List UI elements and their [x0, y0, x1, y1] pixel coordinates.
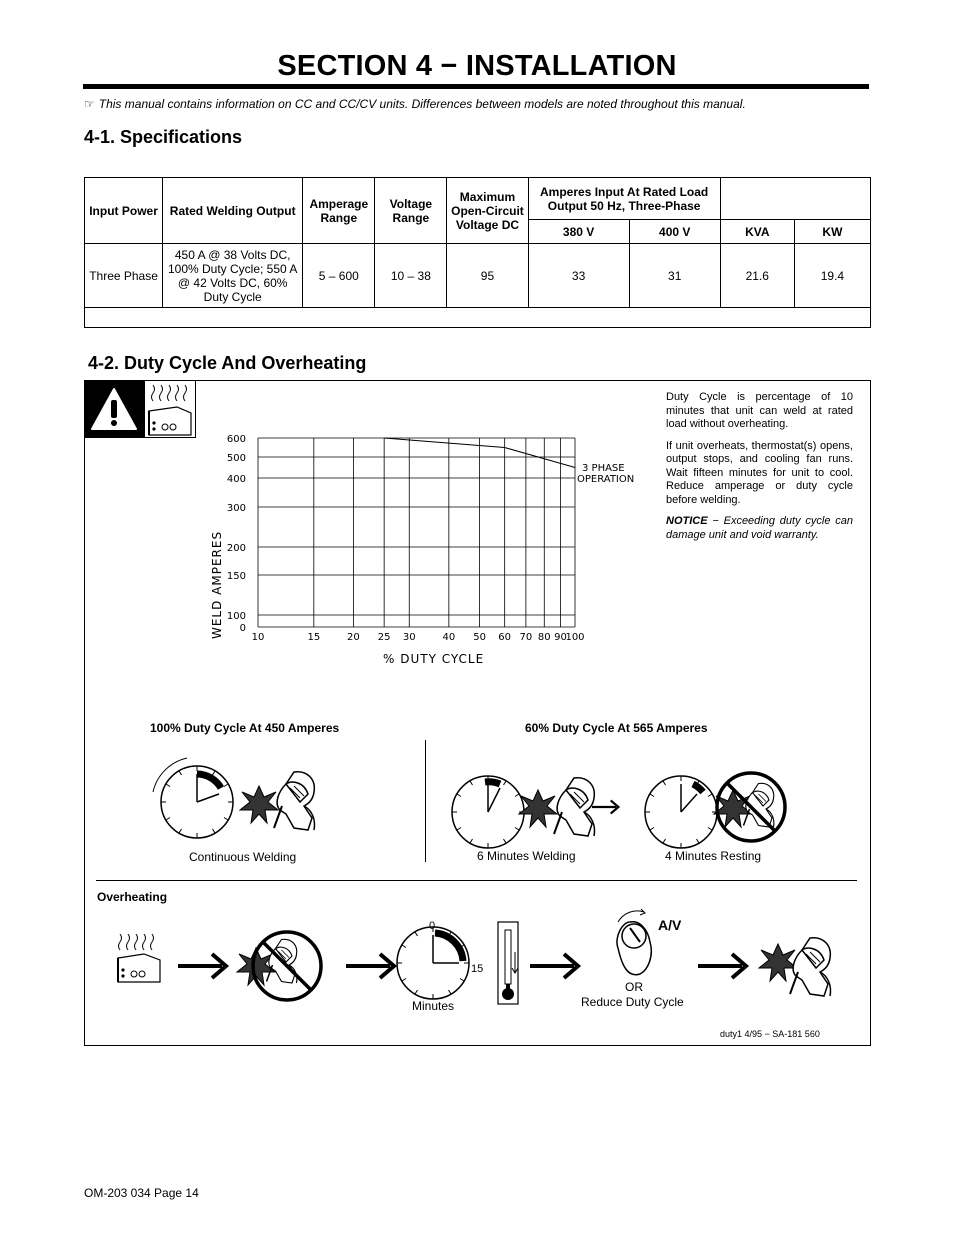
th-amps-input: Amperes Input At Rated Load Output 50 Hz, Three-Phase — [528, 178, 720, 220]
td-empty-row — [85, 308, 871, 328]
td-input-power: Three Phase — [85, 244, 163, 308]
spark-icon — [759, 944, 797, 981]
duty-illustrations — [84, 700, 869, 1040]
x-tick-label: 20 — [347, 632, 360, 643]
timer-icon — [397, 927, 469, 999]
arrow-icon — [530, 954, 578, 978]
notice-text — [666, 515, 853, 542]
th-blank — [720, 178, 870, 220]
y-tick-label: 0 — [239, 623, 246, 634]
page-footer: OM-203 034 Page 14 — [84, 1186, 199, 1200]
duty-definition: Duty Cycle is percentage of 10 minutes that unit can weld at rated load without overheating. — [666, 391, 853, 430]
x-tick-label: 80 — [537, 632, 551, 643]
y-axis-label: WELD AMPERES — [210, 530, 224, 640]
td-kw: 19.4 — [794, 244, 870, 308]
left-title: 100% Duty Cycle At 450 Amperes — [150, 721, 340, 735]
x-tick-label: 70 — [519, 632, 533, 643]
series-label: 3 PHASE — [582, 463, 625, 474]
minutes-label: Minutes — [412, 999, 455, 1013]
y-tick-label: 500 — [226, 453, 246, 464]
x-tick-label: 100 — [565, 632, 585, 643]
duty-cycle-chart — [200, 428, 640, 678]
arrow-icon — [592, 800, 618, 813]
y-tick-labels — [227, 434, 246, 634]
warning-icon — [84, 380, 144, 438]
x-tick-label: 50 — [473, 632, 486, 643]
welder-icon — [274, 772, 315, 830]
duty-heading: 4-2. Duty Cycle And Overheating — [88, 353, 367, 373]
notice-label: NOTICE — [666, 515, 708, 527]
th-amp-range: Amperage Range — [303, 178, 375, 244]
th-kw: KW — [794, 220, 870, 244]
th-rated-output: Rated Welding Output — [163, 178, 303, 244]
x-tick-labels — [252, 632, 585, 643]
overheat-unit-icon — [144, 380, 196, 438]
y-tick-label: 600 — [226, 434, 246, 445]
figure-id: duty1 4/95 − SA-181 560 — [720, 1029, 820, 1039]
arrow-icon — [698, 954, 746, 978]
series-label-line2: OPERATION — [577, 474, 635, 485]
horizontal-divider — [96, 880, 857, 881]
spec-table — [84, 177, 871, 328]
y-tick-label: 200 — [226, 543, 246, 554]
welder-icon — [554, 778, 595, 836]
y-tick-label: 400 — [226, 474, 246, 485]
clock-fifteen: 15 — [471, 963, 484, 975]
y-tick-label: 300 — [226, 503, 246, 514]
vertical-divider — [425, 740, 426, 862]
or-label: OR — [625, 980, 643, 994]
spark-icon — [519, 790, 557, 827]
td-kva: 21.6 — [720, 244, 794, 308]
th-400v: 400 V — [629, 220, 720, 244]
x-tick-label: 10 — [251, 632, 265, 643]
thermometer-icon — [498, 922, 518, 1004]
td-ocv: 95 — [447, 244, 528, 308]
td-a400: 31 — [629, 244, 720, 308]
right-title: 60% Duty Cycle At 565 Amperes — [525, 721, 708, 735]
note — [84, 97, 746, 111]
x-axis-label: % DUTY CYCLE — [383, 652, 485, 666]
duty-explanation — [666, 391, 853, 550]
pointing-hand-icon: ☞ — [84, 97, 95, 111]
section-title: SECTION 4 − INSTALLATION — [277, 50, 677, 82]
th-kva: KVA — [720, 220, 794, 244]
av-label: A/V — [658, 917, 682, 933]
adjust-knob-icon — [617, 909, 651, 975]
left-caption: Continuous Welding — [189, 850, 297, 864]
td-a380: 33 — [528, 244, 629, 308]
x-tick-label: 15 — [307, 632, 321, 643]
arrow-icon — [346, 954, 394, 978]
clock-icon-welding — [452, 776, 524, 848]
x-tick-label: 40 — [442, 632, 456, 643]
cap-weld: 6 Minutes Welding — [477, 849, 576, 863]
td-amp-range: 5 – 600 — [303, 244, 375, 308]
cap-rest: 4 Minutes Resting — [665, 849, 762, 863]
td-rated-output: 450 A @ 38 Volts DC, 100% Duty Cycle; 550 A @ 42 Volts DC, 60% Duty Cycle — [163, 244, 303, 308]
th-380v: 380 V — [528, 220, 629, 244]
x-tick-label: 30 — [402, 632, 416, 643]
welder-icon — [790, 938, 831, 996]
clock-icon-resting — [645, 776, 717, 848]
title-rule — [83, 84, 869, 89]
x-tick-label: 60 — [498, 632, 512, 643]
reduce-label: Reduce Duty Cycle — [581, 995, 684, 1009]
th-input-power: Input Power — [85, 178, 163, 244]
chart-grid — [258, 438, 575, 627]
th-volt-range: Voltage Range — [375, 178, 447, 244]
clock-icon — [153, 758, 233, 838]
y-tick-label: 100 — [226, 611, 246, 622]
arrow-icon — [178, 954, 226, 978]
note-text: This manual contains information on CC and CC/CV units. Differences between models are noted throughout this manual. — [98, 97, 746, 111]
overheating-label: Overheating — [97, 890, 168, 904]
y-tick-label: 150 — [226, 571, 246, 582]
spec-heading: 4-1. Specifications — [84, 127, 243, 147]
clock-zero: 0 — [429, 920, 436, 932]
notice-body: − Exceeding duty cycle can damage unit and void warranty. — [666, 515, 853, 541]
th-ocv: Maximum Open-Circuit Voltage DC — [447, 178, 528, 244]
spark-icon — [240, 786, 278, 823]
overheat-text: If unit overheats, thermostat(s) opens, output stops, and cooling fan runs. Wait fifteen minutes for unit to cool. Reduce amperage or duty cycle before welding. — [666, 439, 853, 506]
x-tick-label: 90 — [554, 632, 567, 643]
overheat-unit-icon — [118, 934, 160, 982]
x-tick-label: 25 — [377, 632, 391, 643]
td-volt-range: 10 – 38 — [375, 244, 447, 308]
